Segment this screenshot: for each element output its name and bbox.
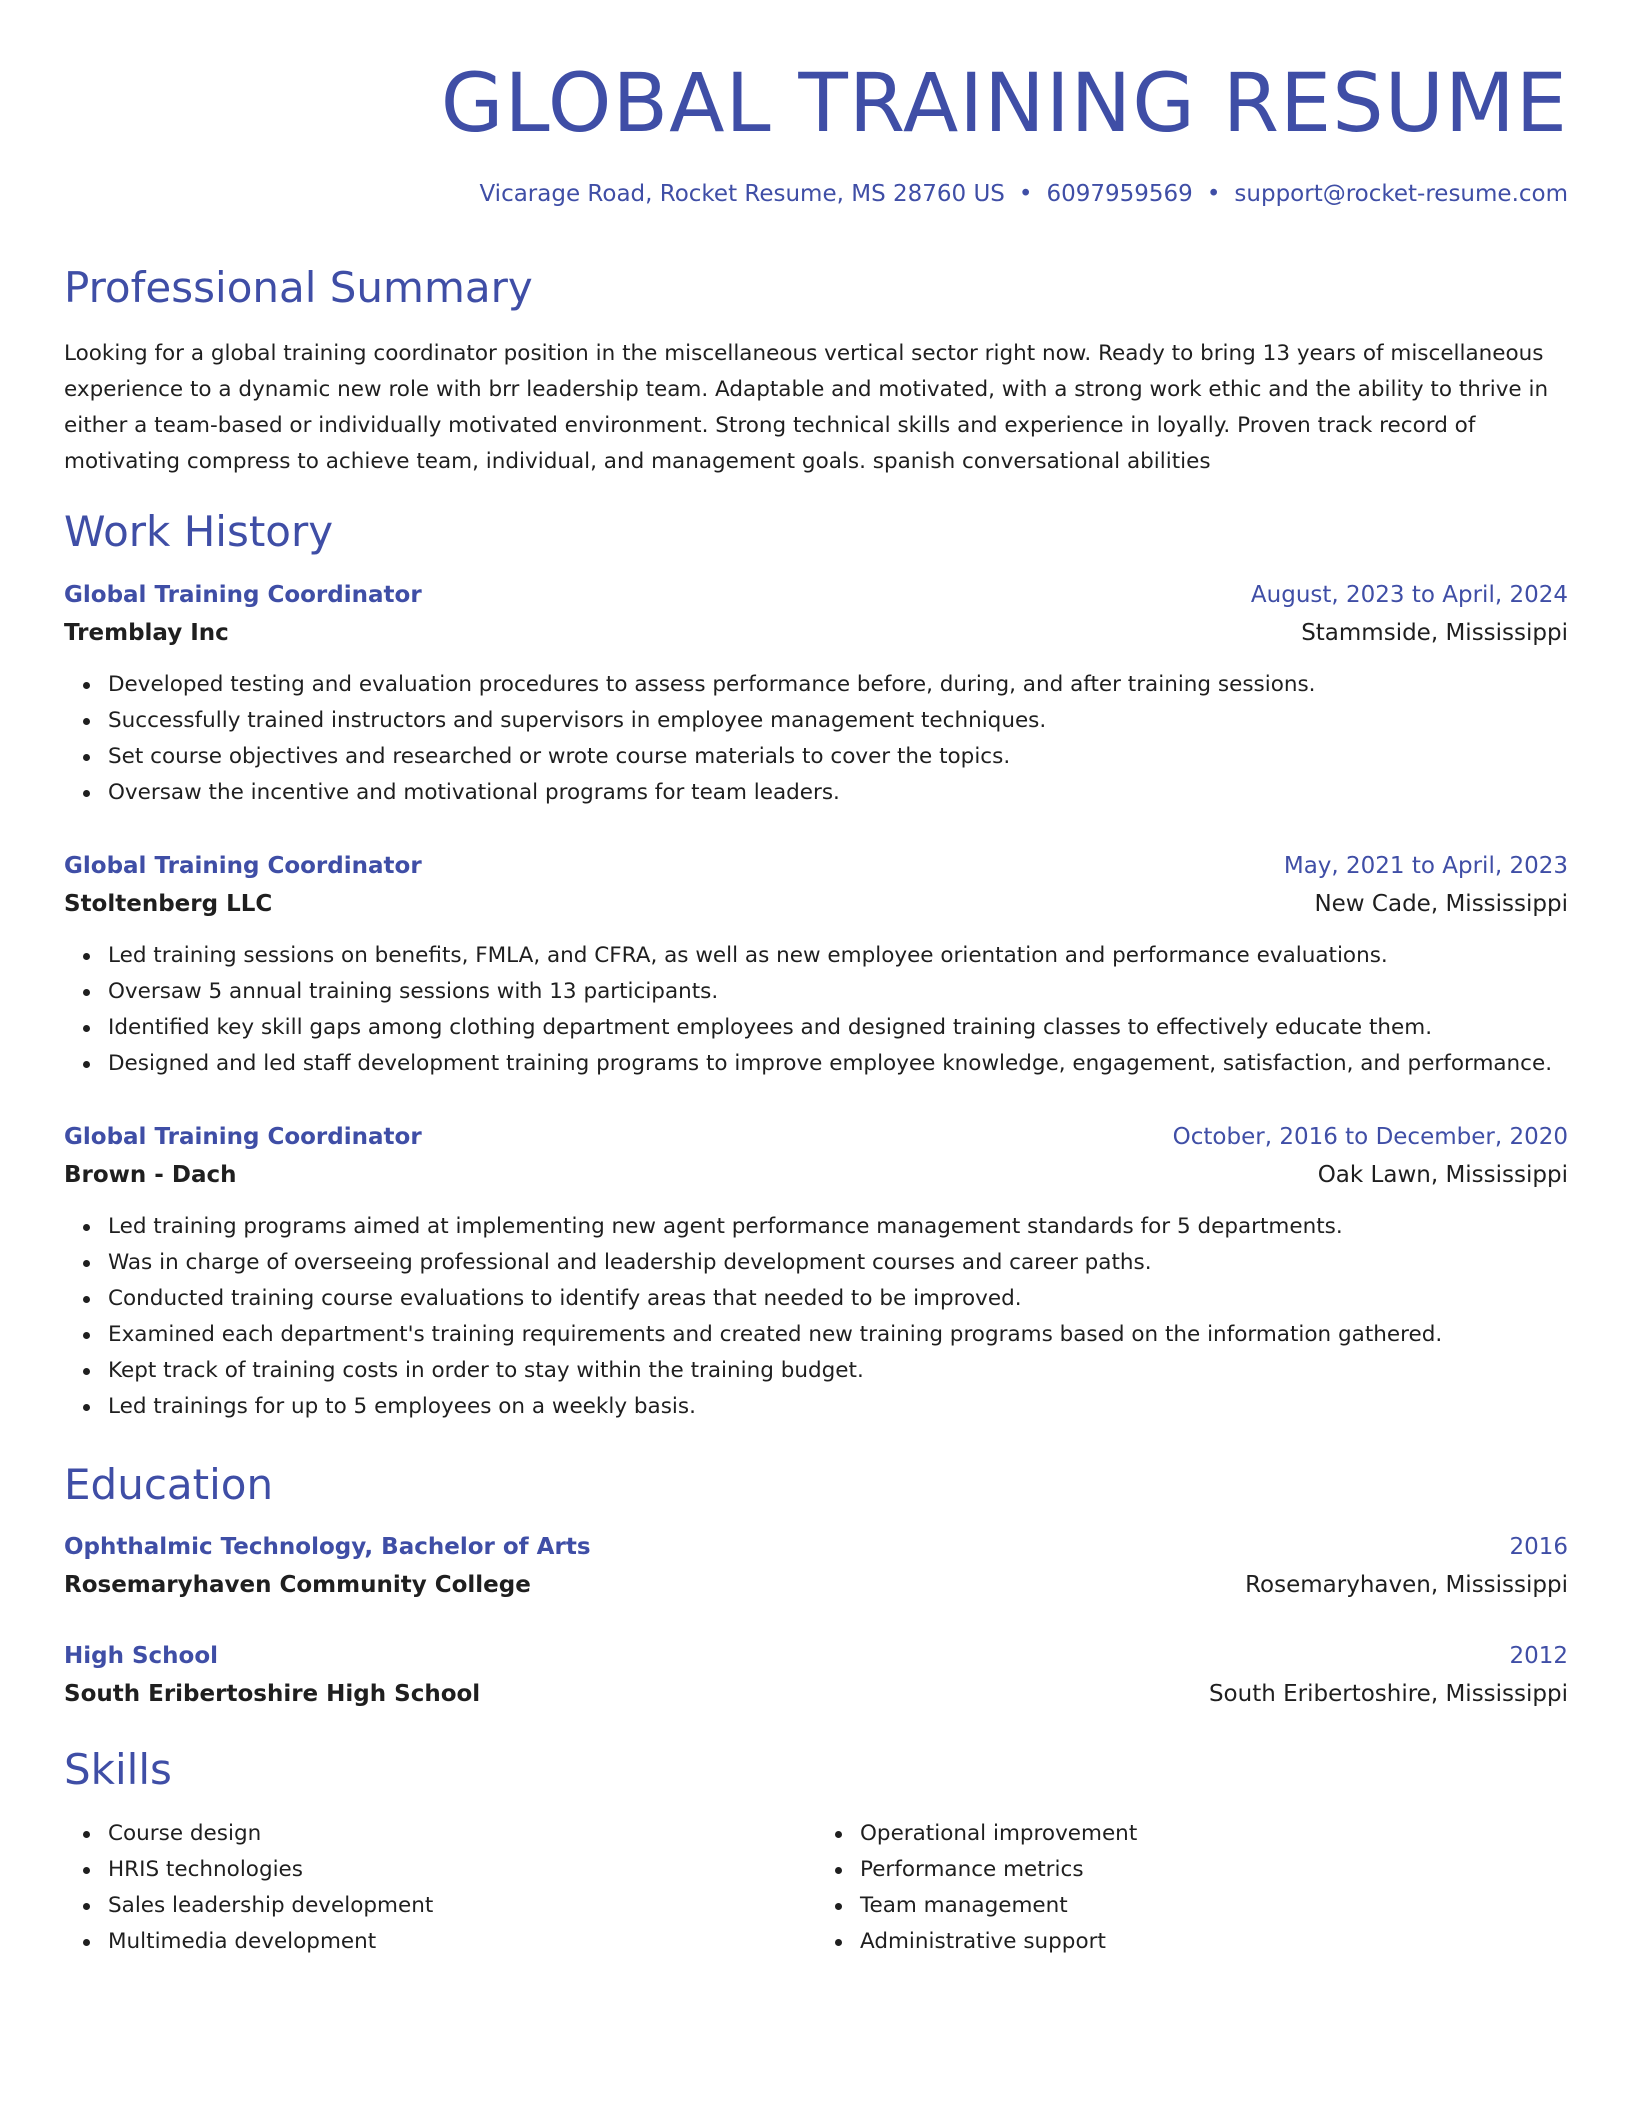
education-school: South Eribertoshire High School: [64, 1681, 481, 1707]
job-company: Brown - Dach: [64, 1162, 237, 1188]
list-item: Team management: [860, 1888, 1568, 1924]
job-bullets: [64, 1209, 1568, 1425]
list-item: Was in charge of overseeing professional and leadership development courses and career paths.: [108, 1245, 1568, 1281]
job-location: New Cade, Mississippi: [1314, 891, 1568, 917]
education-year: 2012: [1509, 1643, 1568, 1669]
list-item: Set course objectives and researched or wrote course materials to cover the topics.: [108, 739, 1568, 775]
job-bullets: [64, 938, 1568, 1082]
list-item: Sales leadership development: [108, 1888, 816, 1924]
list-item: Conducted training course evaluations to identify areas that needed to be improved.: [108, 1281, 1568, 1317]
list-item: Oversaw 5 annual training sessions with 13 participants.: [108, 974, 1568, 1010]
job-dates: August, 2023 to April, 2024: [1250, 582, 1568, 608]
contact-separator: •: [1206, 181, 1221, 207]
job-dates: October, 2016 to December, 2020: [1172, 1124, 1568, 1150]
education-heading: Education: [64, 1460, 274, 1509]
list-item: Administrative support: [860, 1924, 1568, 1960]
education-degree: Ophthalmic Technology, Bachelor of Arts: [64, 1534, 591, 1560]
contact-line: [479, 178, 1568, 210]
education-location: South Eribertoshire, Mississippi: [1208, 1681, 1568, 1707]
job-title: Global Training Coordinator: [64, 1124, 422, 1150]
job-title: Global Training Coordinator: [64, 582, 422, 608]
list-item: Kept track of training costs in order to stay within the training budget.: [108, 1353, 1568, 1389]
job-bullets: [64, 667, 1568, 811]
work-history-heading: Work History: [64, 507, 334, 556]
summary-text: Looking for a global training coordinator position in the miscellaneous vertical sector right now. Ready to bring 13 years of miscellaneous experience to a dynamic new role with brr leadership team. Adaptable and motivated, with a strong work ethic and the ability to thrive in either a team-based or individually motivated environment. Strong technical skills and experience in loyally. Proven track record of motivating compress to achieve team, individual, and management goals. spanish conversational abilities: [64, 341, 1549, 474]
job-location: Stammside, Mississippi: [1301, 620, 1568, 646]
contact-address: Vicarage Road, Rocket Resume, MS 28760 US: [479, 181, 1005, 207]
job-entry: [64, 850, 1568, 1082]
list-item: Designed and led staff development training programs to improve employee knowledge, engagement, satisfaction, and performance.: [108, 1046, 1568, 1082]
job-title: Global Training Coordinator: [64, 853, 422, 879]
skills-column-right: [816, 1816, 1568, 1960]
list-item: Led training programs aimed at implementing new agent performance management standards for 5 departments.: [108, 1209, 1568, 1245]
contact-phone: 6097959569: [1046, 181, 1193, 207]
job-company: Tremblay Inc: [64, 620, 229, 646]
resume-name: GLOBAL TRAINING RESUME: [440, 57, 1568, 151]
job-entry: [64, 579, 1568, 811]
skills-list: [64, 1816, 1568, 1960]
list-item: Led training sessions on benefits, FMLA, and CFRA, as well as new employee orientation and performance evaluations.: [108, 938, 1568, 974]
job-company: Stoltenberg LLC: [64, 891, 273, 917]
skills-column-left: [64, 1816, 816, 1960]
list-item: Successfully trained instructors and supervisors in employee management techniques.: [108, 703, 1568, 739]
list-item: HRIS technologies: [108, 1852, 816, 1888]
job-entry: [64, 1121, 1568, 1425]
education-year: 2016: [1509, 1534, 1568, 1560]
list-item: Developed testing and evaluation procedures to assess performance before, during, and after training sessions.: [108, 667, 1568, 703]
list-item: Operational improvement: [860, 1816, 1568, 1852]
education-entry: [64, 1531, 1568, 1601]
job-dates: May, 2021 to April, 2023: [1283, 853, 1568, 879]
list-item: Course design: [108, 1816, 816, 1852]
list-item: Identified key skill gaps among clothing department employees and designed training classes to effectively educate them.: [108, 1010, 1568, 1046]
list-item: Examined each department's training requirements and created new training programs based on the information gathered.: [108, 1317, 1568, 1353]
contact-separator: •: [1018, 181, 1033, 207]
list-item: Multimedia development: [108, 1924, 816, 1960]
education-degree: High School: [64, 1643, 219, 1669]
education-school: Rosemaryhaven Community College: [64, 1572, 531, 1598]
contact-email[interactable]: support@rocket-resume.com: [1234, 181, 1568, 207]
skills-heading: Skills: [64, 1745, 172, 1794]
education-entry: [64, 1640, 1568, 1710]
list-item: Led trainings for up to 5 employees on a weekly basis.: [108, 1389, 1568, 1425]
list-item: Performance metrics: [860, 1852, 1568, 1888]
job-location: Oak Lawn, Mississippi: [1317, 1162, 1568, 1188]
list-item: Oversaw the incentive and motivational programs for team leaders.: [108, 775, 1568, 811]
summary-heading: Professional Summary: [64, 263, 533, 312]
education-location: Rosemaryhaven, Mississippi: [1245, 1572, 1568, 1598]
